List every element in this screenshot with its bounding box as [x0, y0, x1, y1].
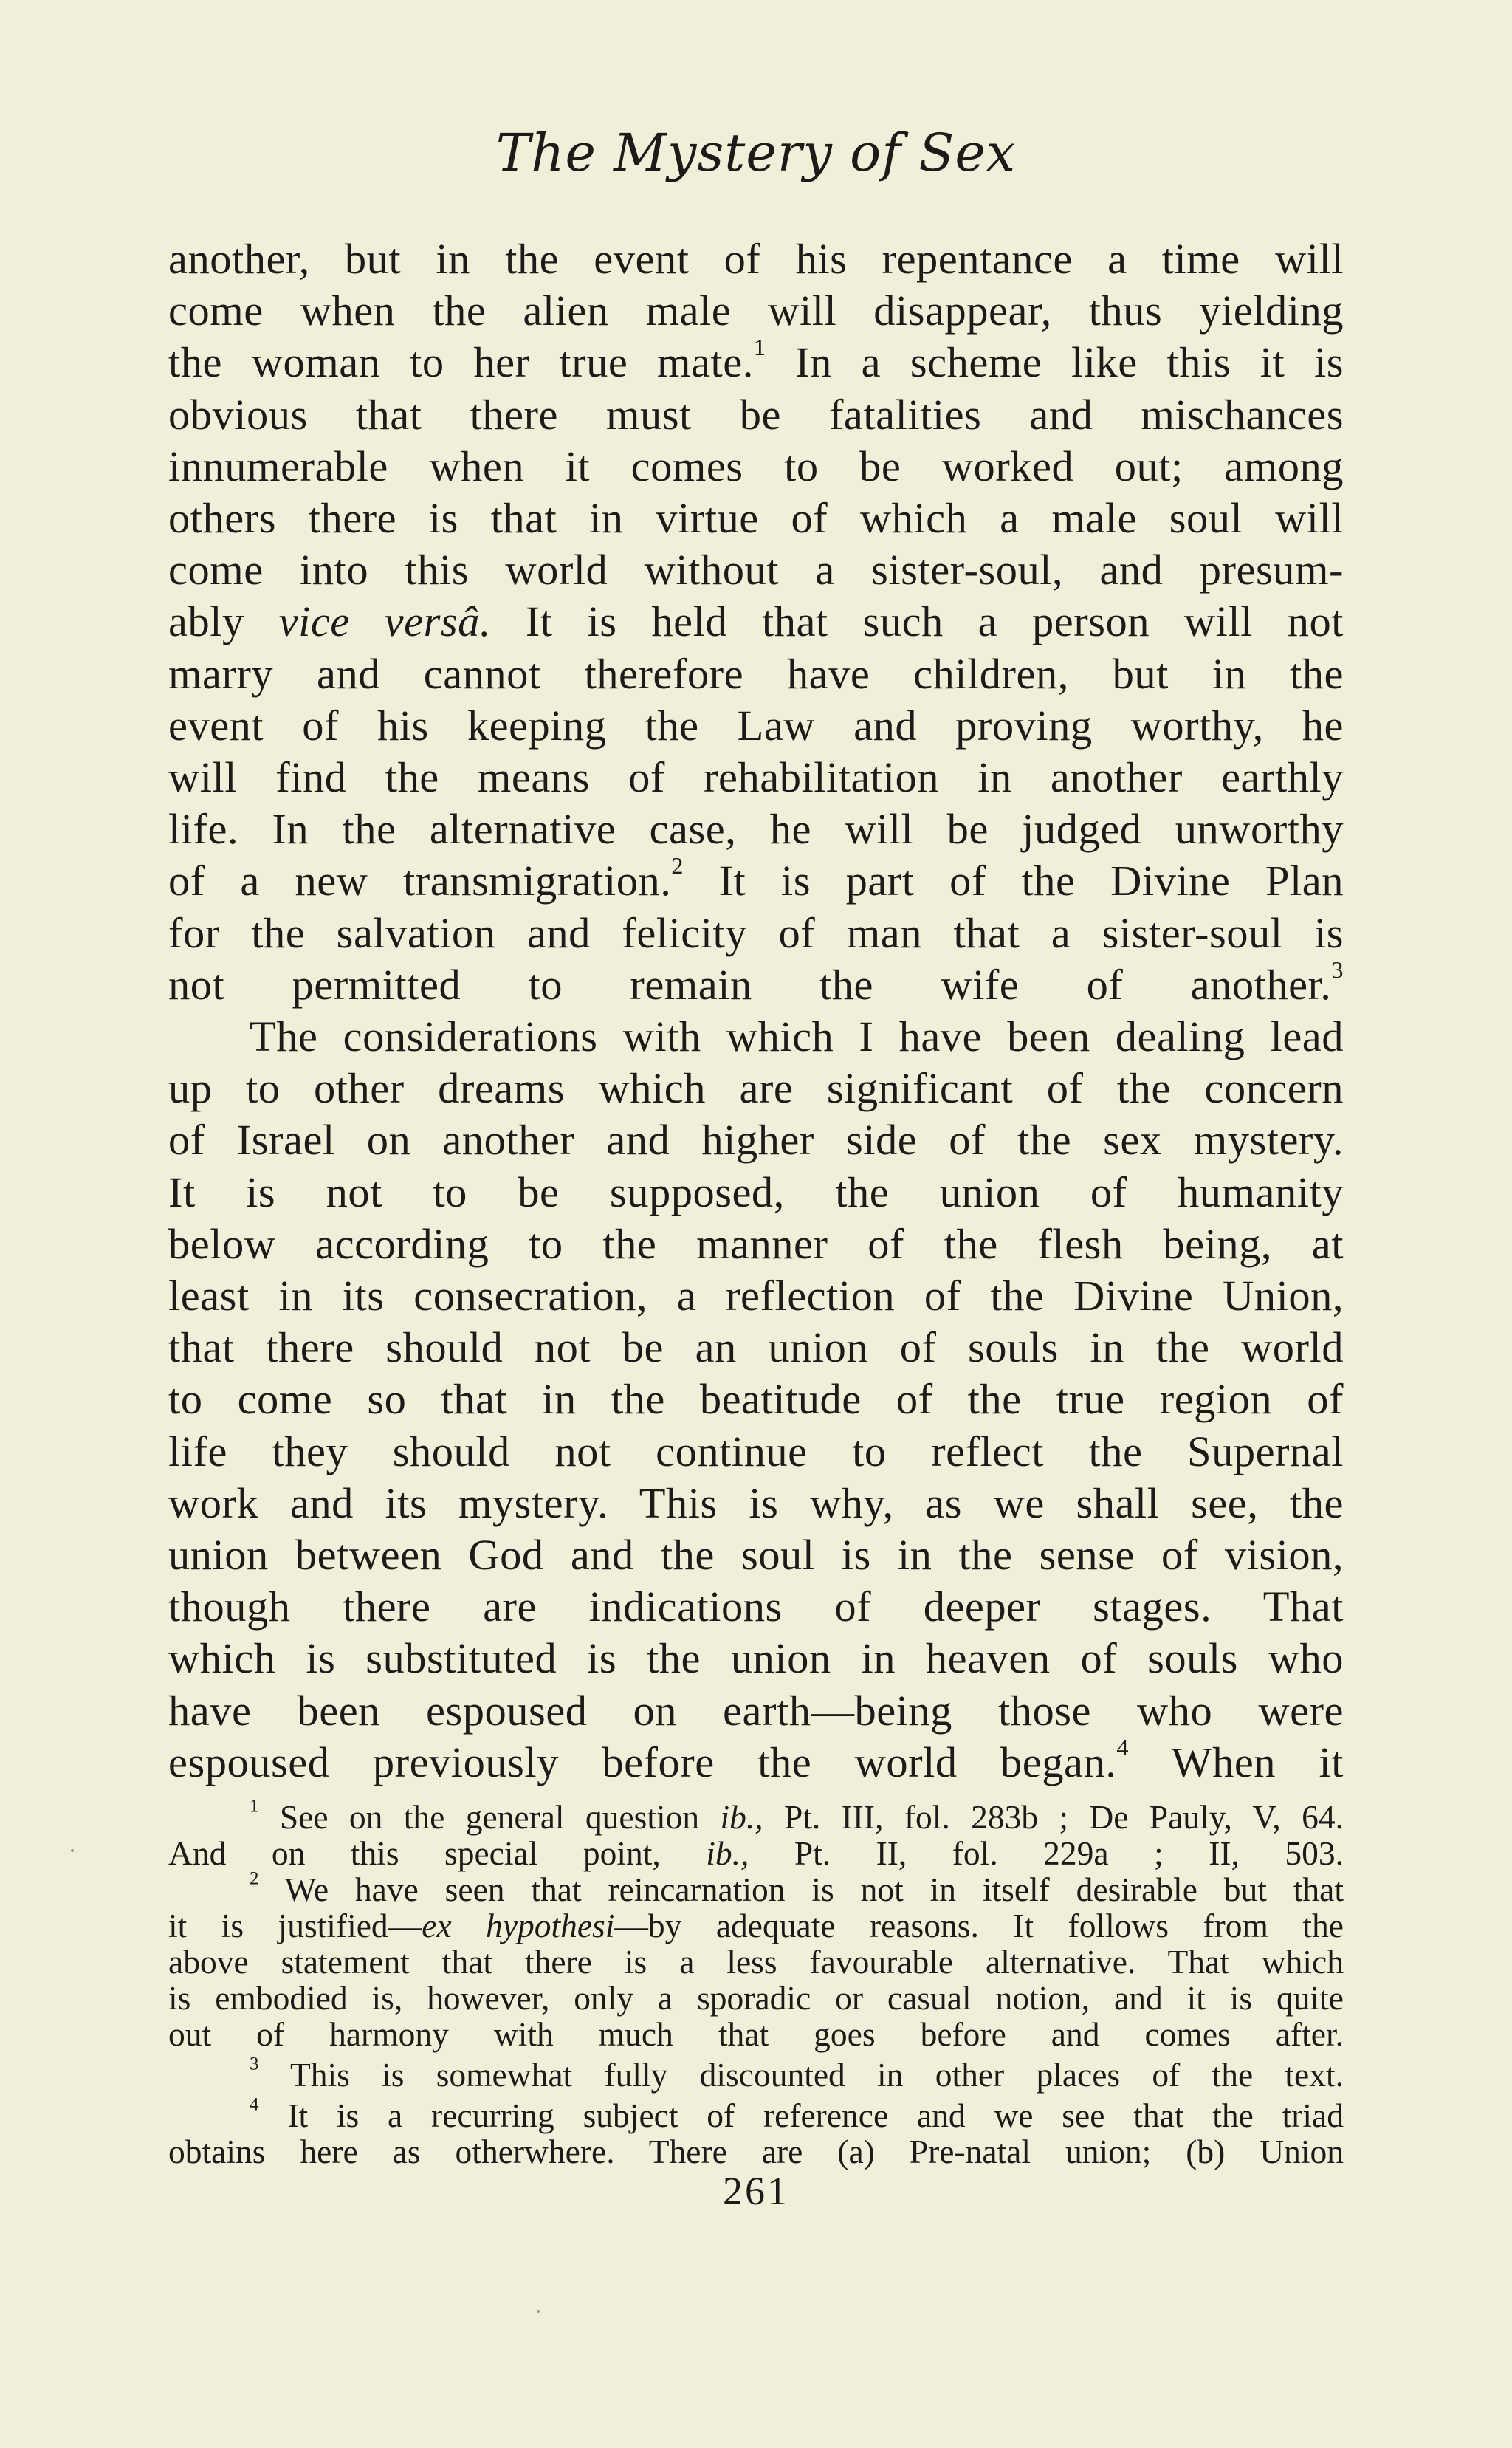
text-run: event of his keeping the Law and proving worthy, he [168, 701, 1344, 750]
text-run: to come so that in the beatitude of the true region of [168, 1375, 1344, 1424]
body-line [168, 1685, 1344, 1737]
paper-speck [71, 1849, 74, 1852]
running-head: The Mystery of Sex [495, 123, 1017, 183]
body-line [168, 1218, 1344, 1270]
note-reference: 1 [753, 334, 766, 361]
footnote-line [168, 2094, 1344, 2135]
note-reference: 2 [250, 1868, 259, 1889]
text-run: it is justified— [168, 1907, 422, 1945]
body-line [168, 389, 1344, 441]
text-run: marry and cannot therefore have children, but in the [168, 649, 1344, 698]
text-run: Pt. III, fol. 283b ; De Pauly, V, 64. [763, 1798, 1344, 1837]
body-line [168, 1581, 1344, 1633]
body-line [168, 441, 1344, 493]
text-run: ib., [706, 1834, 749, 1873]
body-line [168, 544, 1344, 596]
text-run: obtains here as otherwhere. There are (a) Pre-natal union; (b) Union [168, 2133, 1344, 2171]
text-run: espoused previously before the world began. [168, 1738, 1117, 1786]
body-line [168, 1011, 1344, 1063]
text-run: ably [168, 597, 279, 646]
text-run: of Israel on another and higher side of the sex mystery. [168, 1116, 1344, 1165]
text-run: union between God and the soul is in the sense of vision, [168, 1531, 1344, 1580]
body-line [168, 334, 1344, 388]
text-run: come into this world without a sister-soul, and presum- [168, 546, 1344, 594]
text-run: come when the alien male will disappear, thus yielding [168, 287, 1344, 335]
body-line [168, 1114, 1344, 1166]
body-line [168, 285, 1344, 337]
text-run: is embodied is, however, only a sporadic or casual notion, and it is quite [168, 1979, 1344, 2017]
text-run: below according to the manner of the flesh being, at [168, 1219, 1344, 1268]
text-run: life. In the alternative case, he will be judged unworthy [168, 805, 1344, 854]
footnote-line [168, 1907, 1344, 1944]
body-line [168, 1478, 1344, 1529]
page-number: 261 [723, 2169, 789, 2213]
footnote-line [168, 1944, 1344, 1980]
text-run: It is a recurring subject of reference and we see that the triad [258, 2096, 1344, 2135]
body-line [168, 1426, 1344, 1478]
text-run: It is not to be supposed, the union of humanity [168, 1168, 1344, 1216]
footnote-line [168, 2054, 1344, 2094]
text-run: least in its consecration, a reflection of the Divine Union, [168, 1272, 1344, 1320]
body-line [168, 1167, 1344, 1218]
text-run: It is held that such a person will not [490, 597, 1344, 646]
text-run: We have seen that reincarnation is not in itself desirable but that [258, 1871, 1344, 1909]
text-run: above statement that there is a less favourable alternative. That which [168, 1943, 1344, 1981]
note-reference: 1 [250, 1796, 259, 1817]
body-line [168, 648, 1344, 700]
text-run: vice versâ. [278, 597, 491, 646]
text-run: life they should not continue to reflect the Supernal [168, 1427, 1344, 1475]
text-run: See on the general question [258, 1798, 721, 1837]
footnote-line [168, 1796, 1344, 1837]
text-run: of a new transmigration. [168, 857, 672, 905]
note-reference: 4 [1116, 1733, 1129, 1760]
note-reference: 2 [671, 852, 684, 880]
note-reference: 3 [1331, 956, 1344, 983]
footnote-line [168, 2133, 1344, 2170]
body-line [168, 1633, 1344, 1684]
body-line [168, 803, 1344, 855]
body-line [168, 1270, 1344, 1322]
note-reference: 4 [250, 2094, 259, 2115]
body-line [168, 852, 1344, 907]
body-line [168, 1529, 1344, 1581]
body-text [168, 233, 1344, 1789]
text-block [168, 233, 1344, 2170]
text-run: ex hypothesi [422, 1907, 615, 1945]
text-run: have been espoused on earth—being those who were [168, 1686, 1344, 1735]
footnote-line [168, 1868, 1344, 1909]
text-run: ib., [720, 1798, 763, 1837]
footnote-line [168, 2016, 1344, 2052]
text-run: though there are indications of deeper stages. That [168, 1583, 1344, 1631]
text-run: not permitted to remain the wife of another. [168, 960, 1332, 1009]
text-run: It is part of the Divine Plan [683, 857, 1344, 905]
text-run: innumerable when it comes to be worked out; among [168, 442, 1344, 490]
body-line [168, 1322, 1344, 1374]
text-run: This is somewhat fully discounted in other places of the text. [258, 2056, 1344, 2094]
text-run: Pt. II, fol. 229a ; II, 503. [749, 1834, 1344, 1873]
body-line [168, 493, 1344, 544]
text-run: When it [1128, 1738, 1344, 1786]
text-run: which is substituted is the union in heaven of souls who [168, 1634, 1344, 1683]
text-run: work and its mystery. This is why, as we shall see, the [168, 1478, 1344, 1527]
body-line [168, 908, 1344, 959]
text-run: that there should not be an union of souls in the world [168, 1323, 1344, 1372]
text-run: will find the means of rehabilitation in another earthly [168, 753, 1344, 802]
body-line [168, 1733, 1344, 1789]
text-run: —by adequate reasons. It follows from the [614, 1907, 1344, 1945]
text-run: And on this special point, [168, 1834, 707, 1873]
text-run: the woman to her true mate. [168, 338, 754, 387]
note-reference: 3 [250, 2054, 259, 2074]
footnotes [168, 1796, 1344, 2171]
text-run: up to other dreams which are significant of the concern [168, 1064, 1344, 1113]
body-line [168, 956, 1344, 1011]
text-run: for the salvation and felicity of man that a sister-soul is [168, 908, 1344, 957]
text-run: out of harmony with much that goes before and comes after. [168, 2015, 1344, 2054]
text-run: In a scheme like this it is [766, 338, 1344, 387]
body-line [168, 752, 1344, 803]
body-line [168, 596, 1344, 648]
paper-speck [537, 2310, 540, 2313]
body-line [168, 233, 1344, 285]
text-run: others there is that in virtue of which a male soul will [168, 494, 1344, 543]
body-line [168, 700, 1344, 752]
text-run: another, but in the event of his repentance a time will [168, 235, 1344, 283]
footnote-line [168, 1980, 1344, 2016]
text-run: obvious that there must be fatalities and mischances [168, 390, 1344, 439]
text-run: The considerations with which I have been dealing lead [250, 1012, 1344, 1061]
body-line [168, 1374, 1344, 1425]
body-line [168, 1063, 1344, 1114]
footnote-line [168, 1835, 1344, 1871]
